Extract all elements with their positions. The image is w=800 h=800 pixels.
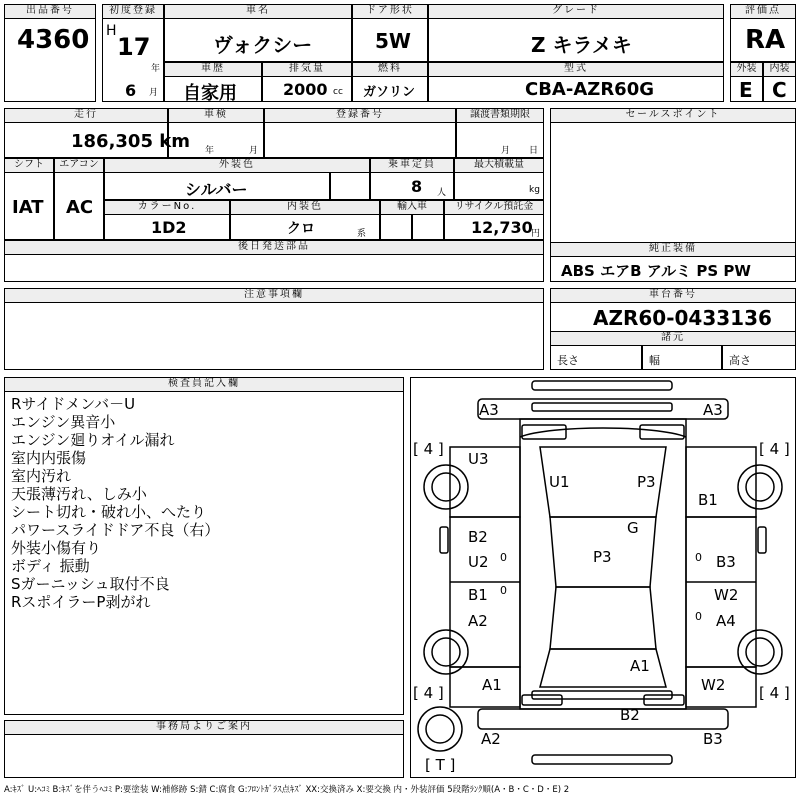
first-reg-label: 初度登録 [102,4,164,19]
office-label: 事務局よりご案内 [4,720,404,735]
inspection-label: 車検 [168,108,264,123]
grade-value: Z キラメキ [531,33,632,57]
mark-b2-bottom: B2 [620,706,640,724]
score-value: RA [745,25,786,55]
month-unit: 月 [149,88,159,98]
exterior-value: E [739,78,753,102]
length-label: 長さ [557,354,579,367]
inspector-notes [4,391,404,715]
note-line: 天張薄汚れ、しみ小 [11,485,147,503]
car-name-value: ヴォクシー [213,33,313,57]
mark-b3-right: B3 [716,553,736,571]
later-parts-cell [4,254,544,282]
mark-a2-left: A2 [468,612,488,630]
mark-tire-fr: [ 4 ] [759,440,790,458]
car-name-label: 車名 [164,4,352,19]
mark-b3-bottom: B3 [703,730,723,748]
inspector-label: 検査員記入欄 [4,377,404,392]
mark-a3-left: A3 [479,401,499,419]
recycle-cell [444,214,544,240]
mark-u3: U3 [468,450,489,468]
note-line: 室内内張傷 [11,449,87,467]
year-unit: 年 [151,64,161,74]
mark-zero-3: 0 [500,584,507,597]
later-parts-label: 後日発送部品 [4,240,544,255]
import-cell [380,214,412,240]
ext-color-cell [104,172,330,200]
ac-value: AC [66,197,94,218]
sales-point-label: セールスポイント [550,108,796,123]
caution-cell [4,302,544,370]
chassis-label: 車台番号 [550,288,796,303]
int-color-value: クロ [287,221,315,237]
equipment-label: 純正装備 [550,242,796,257]
kg-unit: kg [529,185,540,195]
recycle-label: リサイクル預託金 [444,200,544,215]
legend: A:ｷｽﾞ U:ﾍｺﾐ B:ｷｽﾞを伴うﾍｺﾐ P:要塗装 W:補修跡 S:錆 C:腐食 G:ﾌﾛﾝﾄｶﾞﾗｽ点ｷｽﾞ XX:交換済み X:要交換 内・外装評価 5段階ﾗﾝｸ順(A・B・C・D・E) 2 [4,785,570,795]
mark-w2-right: W2 [714,586,739,604]
car-diagram [410,377,796,778]
max-load-label: 最大積載量 [454,158,544,173]
inspection-cell [168,122,264,158]
int-color-cell [230,214,380,240]
inspection-year: 年 [205,146,215,156]
mark-u2: U2 [468,553,489,571]
mark-b2-left: B2 [468,528,488,546]
score-cell [730,18,796,62]
capacity-cell [370,172,454,200]
color-no-value: 1D2 [151,218,187,237]
mark-u1: U1 [549,473,570,491]
ac-cell [54,172,104,240]
specs-label: 諸元 [550,331,796,346]
inspection-month: 月 [249,146,259,156]
mark-tire-rr: [ 4 ] [759,684,790,702]
ext-color-value: シルバー [185,180,248,199]
fuel-value: ガソリン [363,85,416,100]
fuel-label: 燃料 [352,62,428,77]
mileage-label: 走行 [4,108,168,123]
lot-no-value: 4360 [17,25,90,55]
height-cell [722,345,796,370]
mileage-value: 186,305 km [71,131,190,152]
door-value: 5W [375,29,411,53]
mark-tire-fl: [ 4 ] [413,440,444,458]
shift-value: IAT [12,197,44,218]
chassis-cell [550,302,796,332]
transfer-cell [456,122,544,158]
grade-label: グレード [428,4,724,19]
mark-p3-mid: P3 [593,548,612,566]
reg-no-label: 登録番号 [264,108,456,123]
history-label: 車歴 [164,62,262,77]
lot-no-label: 出品番号 [4,4,96,19]
model-label: 型式 [428,62,724,77]
color-no-label: カラーNo. [104,200,230,215]
note-line: ボディ 振動 [11,557,90,575]
mark-spare: [ T ] [425,756,456,774]
ext-color-extra [330,172,370,200]
shift-label: シフト [4,158,54,173]
note-line: パワースライドドア不良（右） [11,521,220,539]
person-unit: 人 [437,188,447,198]
width-cell [642,345,722,370]
car-name-cell [164,18,352,62]
capacity-value: 8 [411,177,423,196]
mark-w2-lower: W2 [701,676,726,694]
import-label: 輸入車 [380,200,444,215]
equipment-cell [550,256,796,282]
sales-point-cell [550,122,796,256]
color-no-cell [104,214,230,240]
history-value: 自家用 [183,83,237,104]
era-mark: H [106,23,117,39]
width-label: 幅 [649,354,660,367]
history-cell [164,76,262,102]
door-label: ドア形状 [352,4,428,19]
import-cell-2 [412,214,444,240]
int-color-label: 内装色 [230,200,380,215]
length-cell [550,345,642,370]
mark-p3-top: P3 [637,473,656,491]
mark-a1-center: A1 [630,657,650,675]
mark-zero-2: 0 [695,551,702,564]
mark-a3-right: A3 [703,401,723,419]
mileage-cell [4,122,190,158]
equipment-value: ABS エアB アルミ PS PW [561,262,751,280]
caution-label: 注意事項欄 [4,288,544,303]
first-reg-cell [102,18,164,102]
car-outline [410,377,796,778]
office-cell [4,734,404,778]
mark-g: G [627,519,639,537]
mark-a1-left: A1 [482,676,502,694]
mark-zero-4: 0 [695,610,702,623]
ext-color-label: 外装色 [104,158,370,173]
model-cell [428,76,724,102]
displacement-value: 2000 [283,80,328,99]
reg-year: 17 [117,33,151,61]
transfer-month: 月 [501,146,511,156]
lot-no-cell [4,18,96,102]
exterior-cell [730,76,763,102]
capacity-label: 乗車定員 [370,158,454,173]
kei-unit: 系 [357,229,367,239]
note-line: エンジン異音小 [11,413,116,431]
note-line: RスポイラーP剥がれ [11,593,151,611]
fuel-cell [352,76,428,102]
mark-tire-rl: [ 4 ] [413,684,444,702]
transfer-day: 日 [529,146,539,156]
displacement-cell [262,76,352,102]
height-label: 高さ [729,354,751,367]
mark-zero-1: 0 [500,551,507,564]
transfer-label: 譲渡書類期限 [456,108,544,123]
reg-month: 6 [125,81,137,100]
max-load-cell [454,172,544,200]
ac-label: エアコン [54,158,104,173]
grade-cell [428,18,724,62]
note-line: Sガーニッシュ取付不良 [11,575,170,593]
reg-no-cell [264,122,456,158]
interior-label: 内装 [763,62,796,77]
mark-b1-left: B1 [468,586,488,604]
note-line: 室内汚れ [11,467,72,485]
note-line: エンジン廻りオイル漏れ [11,431,175,449]
cc-unit: cc [333,87,343,97]
model-value: CBA-AZR60G [525,79,654,100]
note-line: 外装小傷有り [11,539,102,557]
door-cell [352,18,428,62]
interior-value: C [772,78,787,102]
score-label: 評価点 [730,4,796,19]
chassis-value: AZR60-0433136 [593,306,772,330]
exterior-label: 外装 [730,62,763,77]
displacement-label: 排気量 [262,62,352,77]
yen-unit: 円 [531,229,541,239]
recycle-value: 12,730 [471,218,533,237]
note-line: Rサイドメンバ－U [11,395,136,413]
shift-cell [4,172,54,240]
mark-a4: A4 [716,612,736,630]
mark-a2-bottom: A2 [481,730,501,748]
mark-b1-right: B1 [698,491,718,509]
note-line: シート切れ・破れ小、へたり [11,503,207,521]
interior-cell [763,76,796,102]
